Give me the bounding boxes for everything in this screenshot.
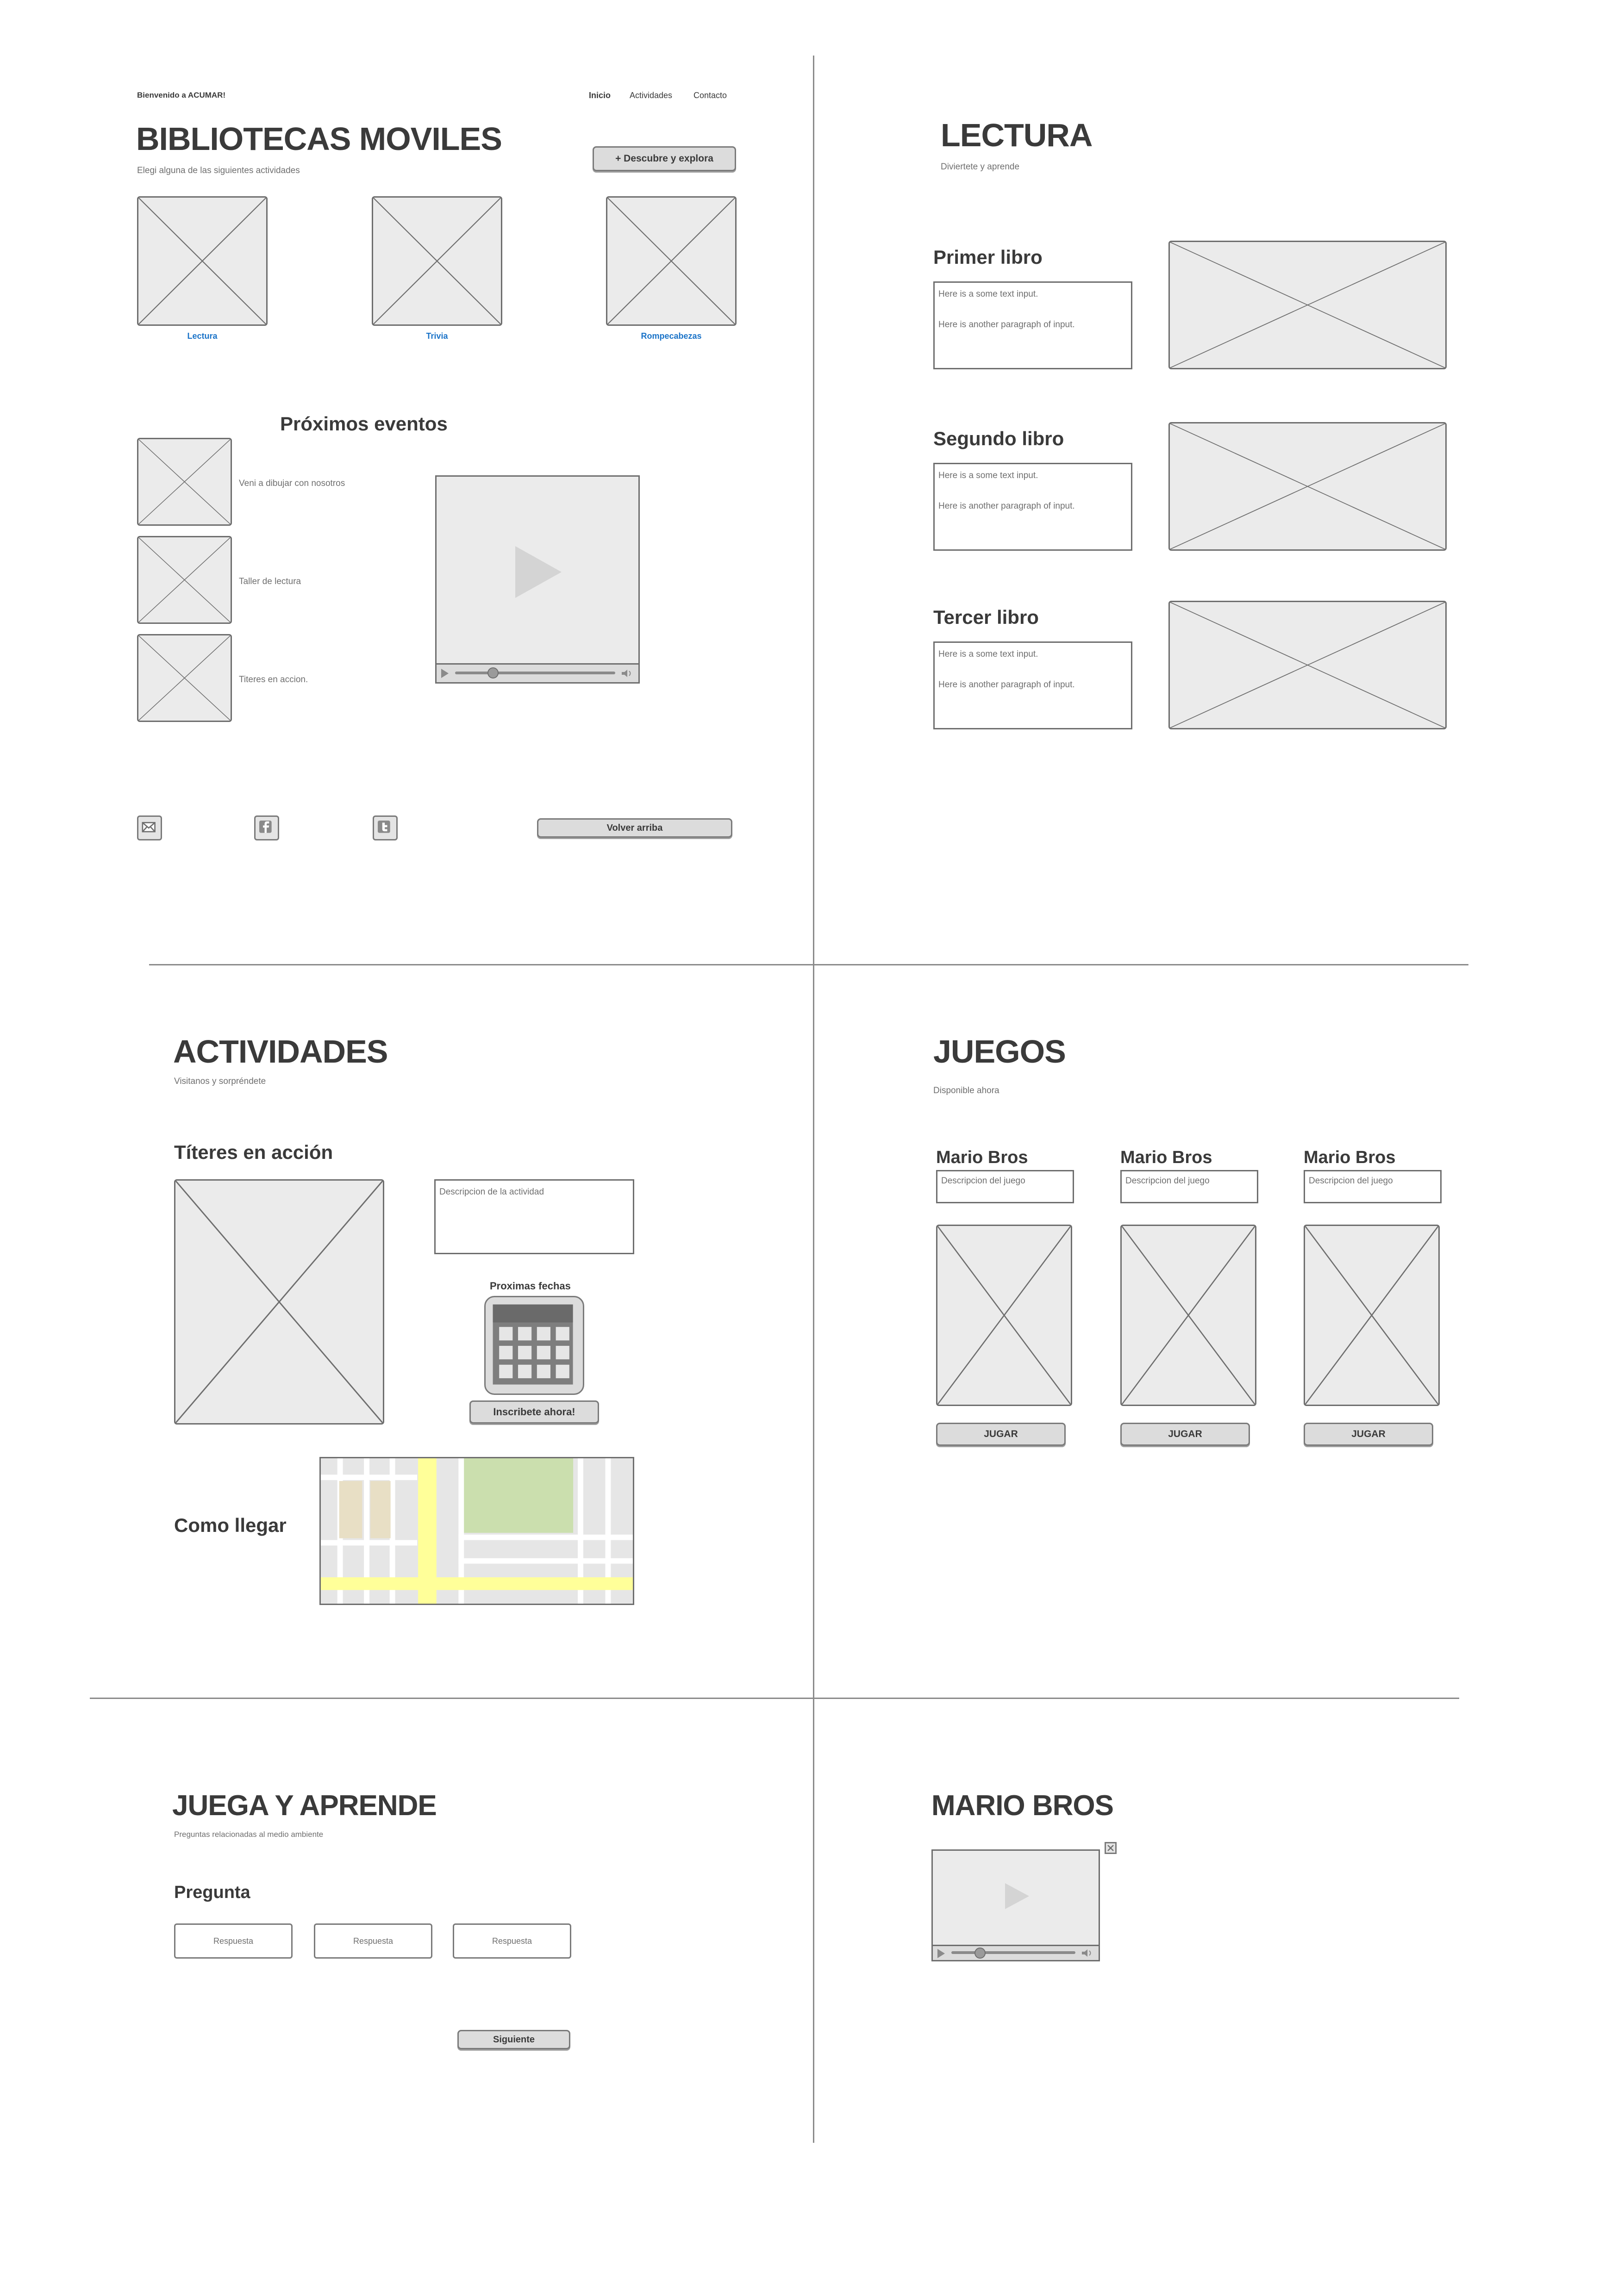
map[interactable] — [319, 1457, 634, 1605]
activity-title: Títeres en acción — [174, 1141, 333, 1163]
welcome-text: Bienvenido a ACUMAR! — [137, 91, 226, 100]
book-paragraph: Here is another paragraph of input. — [938, 680, 1075, 690]
twitter-icon[interactable] — [373, 815, 398, 840]
game-image[interactable] — [936, 1225, 1072, 1406]
book-paragraph: Here is a some text input. — [938, 289, 1038, 299]
nav-contacto[interactable]: Contacto — [693, 91, 727, 100]
game-image[interactable] — [1304, 1225, 1440, 1406]
progress-knob[interactable] — [974, 1948, 986, 1959]
play-icon[interactable] — [441, 669, 449, 678]
nav-actividades[interactable]: Actividades — [630, 91, 673, 100]
activity-image — [174, 1179, 384, 1425]
horizontal-divider-bottom — [90, 1698, 1459, 1699]
event-label[interactable]: Veni a dibujar con nosotros — [239, 479, 345, 488]
progress-knob[interactable] — [487, 667, 499, 678]
page-title: JUEGOS — [933, 1033, 1066, 1070]
nav-inicio[interactable]: Inicio — [589, 91, 611, 100]
book-title: Tercer libro — [933, 606, 1039, 628]
book-text-box — [933, 281, 1132, 369]
explore-button[interactable]: + Descubre y explora — [593, 146, 736, 171]
back-to-top-button[interactable]: Volver arriba — [537, 818, 732, 838]
link-rompecabezas[interactable]: Rompecabezas — [641, 331, 702, 341]
book-title: Primer libro — [933, 246, 1043, 268]
activity-image-lectura[interactable] — [137, 196, 268, 326]
page-title: MARIO BROS — [931, 1790, 1113, 1822]
game-image[interactable] — [1120, 1225, 1256, 1406]
game-name: Mario Bros — [936, 1148, 1028, 1167]
page-subtitle: Elegi alguna de las siguientes actividades — [137, 166, 300, 175]
game-description-text: Descripcion del juego — [1309, 1176, 1393, 1186]
page-title: ACTIVIDADES — [173, 1033, 388, 1070]
book-title: Segundo libro — [933, 428, 1064, 449]
game-description — [1304, 1170, 1442, 1203]
video-player[interactable] — [435, 475, 640, 684]
description-text: Descripcion de la actividad — [439, 1187, 544, 1197]
book-paragraph: Here is a some text input. — [938, 649, 1038, 659]
book-image — [1168, 241, 1447, 369]
book-text-box — [933, 463, 1132, 551]
game-description — [936, 1170, 1074, 1203]
page-subtitle: Disponible ahora — [933, 1086, 999, 1095]
event-image — [137, 634, 232, 722]
answer-button[interactable]: Respuesta — [453, 1923, 571, 1959]
activity-image-trivia[interactable] — [372, 196, 502, 326]
volume-icon[interactable] — [1082, 1949, 1094, 1957]
book-paragraph: Here is another paragraph of input. — [938, 501, 1075, 511]
event-image — [137, 536, 232, 624]
link-trivia[interactable]: Trivia — [426, 331, 448, 341]
game-name: Mario Bros — [1304, 1148, 1396, 1167]
event-image — [137, 438, 232, 526]
facebook-icon[interactable] — [254, 815, 279, 840]
game-name: Mario Bros — [1120, 1148, 1212, 1167]
book-text-box — [933, 641, 1132, 729]
event-label[interactable]: Titeres en accion. — [239, 675, 308, 684]
close-icon[interactable] — [1105, 1842, 1117, 1854]
book-paragraph: Here is a some text input. — [938, 471, 1038, 480]
signup-button[interactable]: Inscribete ahora! — [469, 1400, 599, 1424]
play-button[interactable]: JUGAR — [936, 1423, 1066, 1446]
email-icon[interactable] — [137, 815, 162, 840]
book-image — [1168, 601, 1447, 729]
answer-button[interactable]: Respuesta — [314, 1923, 432, 1959]
progress-track[interactable] — [951, 1951, 1075, 1954]
page-title: LECTURA — [941, 117, 1093, 153]
horizontal-divider-top — [149, 964, 1468, 965]
progress-track[interactable] — [455, 672, 615, 674]
answer-button[interactable]: Respuesta — [174, 1923, 293, 1959]
page-subtitle: Diviertete y aprende — [941, 162, 1020, 172]
player-controls[interactable] — [933, 1945, 1099, 1960]
dates-label: Proximas fechas — [490, 1280, 571, 1292]
events-title: Próximos eventos — [280, 413, 448, 435]
activity-image-rompecabezas[interactable] — [606, 196, 737, 326]
play-button[interactable]: JUGAR — [1304, 1423, 1433, 1446]
link-lectura[interactable]: Lectura — [187, 331, 218, 341]
play-button[interactable]: JUGAR — [1120, 1423, 1250, 1446]
play-icon[interactable] — [937, 1949, 945, 1958]
page-title: BIBLIOTECAS MOVILES — [136, 121, 502, 157]
next-button[interactable]: Siguiente — [457, 2030, 570, 2049]
event-label[interactable]: Taller de lectura — [239, 577, 301, 586]
page-subtitle: Preguntas relacionadas al medio ambiente — [174, 1830, 324, 1839]
volume-icon[interactable] — [622, 669, 634, 678]
book-image — [1168, 422, 1447, 551]
calendar-icon[interactable] — [484, 1296, 584, 1395]
page-title: JUEGA Y APRENDE — [172, 1790, 437, 1822]
game-description-text: Descripcion del juego — [941, 1176, 1025, 1186]
book-paragraph: Here is another paragraph of input. — [938, 320, 1075, 330]
question-title: Pregunta — [174, 1883, 250, 1902]
activity-description — [434, 1179, 634, 1254]
play-icon[interactable] — [1005, 1883, 1029, 1909]
vertical-divider — [813, 56, 814, 2143]
play-icon[interactable] — [515, 546, 562, 598]
directions-title: Como llegar — [174, 1514, 287, 1536]
game-description — [1120, 1170, 1258, 1203]
video-controls[interactable] — [437, 663, 638, 682]
game-description-text: Descripcion del juego — [1125, 1176, 1210, 1186]
page-subtitle: Visitanos y sorpréndete — [174, 1076, 266, 1086]
game-player[interactable] — [931, 1849, 1100, 1961]
